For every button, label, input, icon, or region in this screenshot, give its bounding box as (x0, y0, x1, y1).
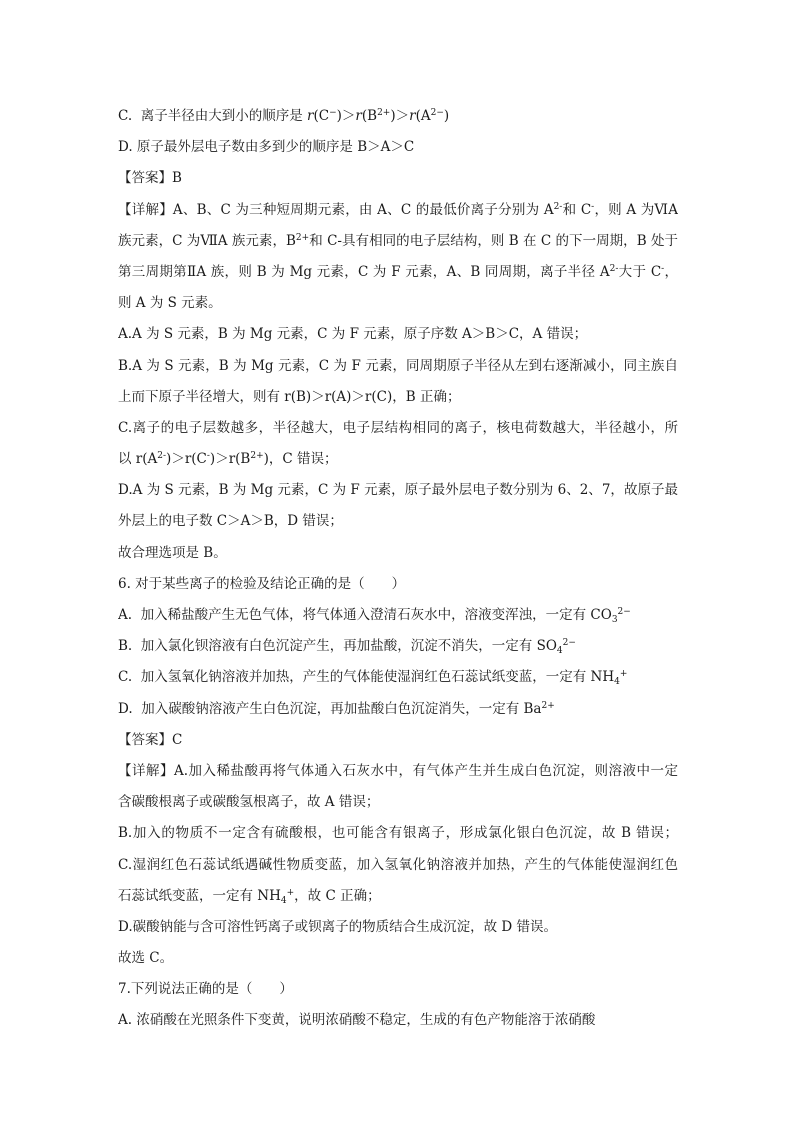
text-line-q6ec2: 石蕊试纸变蓝，一定有 $NH_4^+$，故 C 正确； (118, 887, 381, 906)
text-line-q5d: D. 原子最外层电子数由多到少的顺序是 B＞A＞C (118, 139, 415, 156)
text-line-q6ed: D.碳酸钠能与含可溶性钙离子或钡离子的物质结合生成沉淀，故 D 错误。 (118, 918, 558, 935)
text-line-q5ea: A.A 为 S 元素，B 为 Mg 元素，C 为 F 元素，原子序数 A＞B＞C，A 错误； (118, 326, 588, 343)
text-line-q6ec1: C.湿润红色石蕊试纸遇碱性物质变蓝，加入氢氧化钠溶液并加热，产生的气体能使湿润红色 (118, 856, 678, 873)
text-line-q6d: D. 加入碳酸钠溶液产生白色沉淀，再加盐酸白色沉淀消失，一定有 $Ba^{2+}$ (118, 700, 555, 717)
text-line-q6e1: 【详解】A.加入稀盐酸再将气体通入石灰水中，有气体产生并生成白色沉淀，则溶液中一定 (118, 762, 678, 779)
text-line-q5e2: 族元素，C 为ⅦA 族元素，$B^{2+}$和 C-具有相同的电子层结构，则 B 在 C 的下一周期，B 处于 (118, 232, 678, 249)
text-line-q5c: C. 离子半径由大到小的顺序是 $r(C^-)>r(B^{2+})>r(A^{2-})$ (118, 108, 450, 124)
text-line-q5ed1: D.A 为 S 元素，B 为 Mg 元素，C 为 F 元素，原子最外层电子数分别为 6、2、7，故原子最 (118, 482, 678, 499)
text-line-q6c: C. 加入氢氧化钠溶液并加热，产生的气体能使湿润红色石蕊试纸变蓝，一定有 $NH_4^+$ (118, 669, 628, 688)
text-line-q6e2: 含碳酸根离子或碳酸氢根离子，故 A 错误； (118, 794, 380, 811)
text-line-q5ed2: 外层上的电子数 C＞A＞B，D 错误； (118, 513, 343, 530)
text-line-q6ans: 【答案】C (118, 731, 183, 748)
text-line-q5eb2: 上而下原子半径增大，则有 r(B)＞r(A)＞r(C)，B 正确； (118, 388, 461, 405)
text-line-q6a: A. 加入稀盐酸产生无色气体，将气体通入澄清石灰水中，溶液变浑浊，一定有 $CO_3^{2-}$ (118, 607, 631, 625)
text-line-q7a: A. 浓硝酸在光照条件下变黄，说明浓硝酸不稳定，生成的有色产物能溶于浓硝酸 (118, 1012, 596, 1029)
text-line-q5eb1: B.A 为 S 元素，B 为 Mg 元素，C 为 F 元素，同周期原子半径从左到右逐渐减小，同主族自 (118, 357, 678, 374)
text-line-q5end: 故合理选项是 B。 (118, 544, 227, 561)
text-line-q6: 6. 对于某些离子的检验及结论正确的是（ ） (118, 575, 406, 592)
text-line-q5e3: 第三周期第ⅡA 族，则 B 为 Mg 元素，C 为 F 元素，A、B 同周期，离子半径 $A^{2-}$大于 C-， (118, 263, 678, 280)
text-line-q5ec2: 以 $r(A^{2-})>r(C^-)>r(B^{2+})$，C 错误； (118, 451, 338, 468)
text-line-q5ec1: C.离子的电子层数越多，半径越大，电子层结构相同的离子，核电荷数越大，半径越小，所 (118, 419, 678, 436)
document-body (118, 101, 678, 1037)
text-line-q7: 7.下列说法正确的是（ ） (118, 981, 293, 998)
text-line-q6end: 故选 C。 (118, 950, 174, 967)
text-line-q6eb: B.加入的物质不一定含有硫酸根，也可能含有银离子，形成氯化银白色沉淀，故 B 错误； (118, 825, 678, 842)
text-line-q6b: B. 加入氯化钡溶液有白色沉淀产生，再加盐酸，沉淀不消失，一定有 $SO_4^{2-}$ (118, 638, 576, 657)
text-line-q5ans: 【答案】B (118, 170, 182, 187)
text-line-q5e1: 【详解】A、B、C 为三种短周期元素，由 A、C 的最低价离子分别为 $A^{2-}$和 C-，则 A 为ⅥA (118, 201, 678, 218)
text-line-q5e4: 则 A 为 S 元素。 (118, 295, 222, 312)
